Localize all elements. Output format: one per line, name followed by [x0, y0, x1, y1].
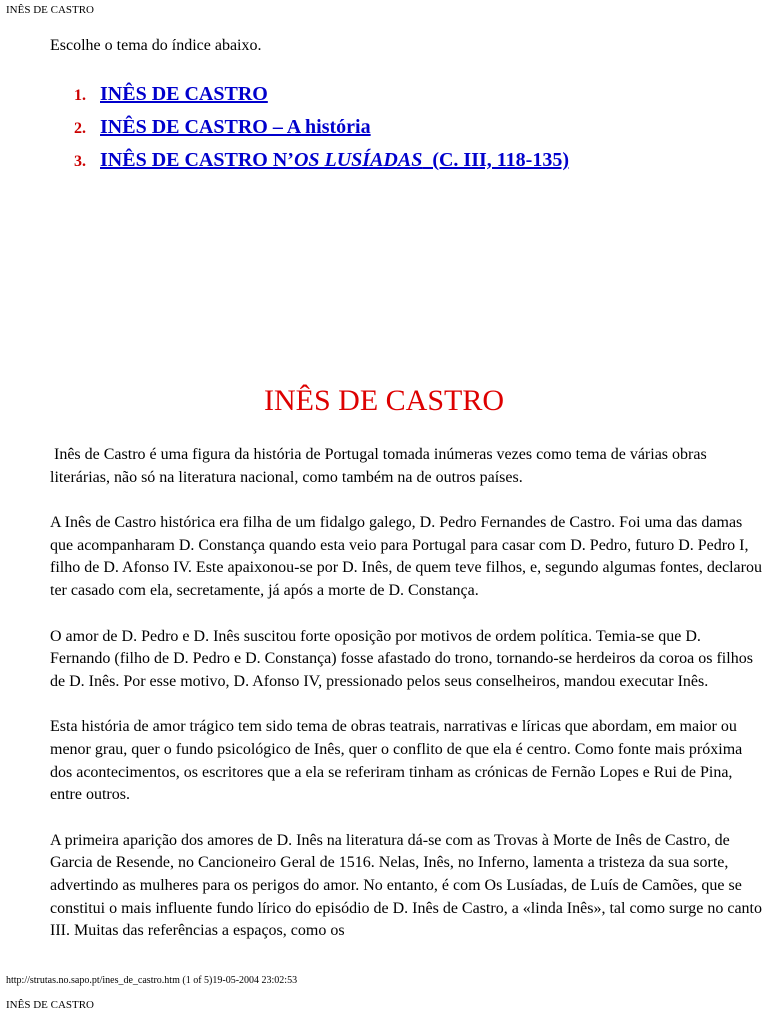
body-paragraph: O amor de D. Pedro e D. Inês suscitou forte oposição por motivos de ordem política. Temia-se que D. Fernando (filho de D. Pedro e D. Constança) fosse afastado do trono, tornando-se herdeiros da coroa os filhos de D. Inês. Por esse motivo, D. Afonso IV, pressionado pelos seus conselheiros, mandou executar Inês. [50, 627, 753, 690]
toc-link-italic: OS LUSÍADAS [293, 149, 423, 171]
toc-link-prefix: INÊS DE CASTRO N’ [100, 149, 294, 171]
section-body [50, 444, 762, 966]
toc-item-number: 2. [74, 120, 86, 137]
body-paragraph: Inês de Castro é uma figura da história de Portugal tomada inúmeras vezes como tema de várias obras literárias, não só na literatura nacional, como também na de outros países. [50, 446, 707, 486]
toc-item-number: 1. [74, 87, 86, 104]
index-intro-text: Escolhe o tema do índice abaixo. [50, 37, 262, 54]
toc-link-suffix: (C. III, 118-135) [422, 149, 569, 171]
toc-link-os-lusiadas[interactable] [100, 149, 569, 172]
footer-page-title: INÊS DE CASTRO [6, 999, 95, 1011]
body-paragraph: A primeira aparição dos amores de D. Inês na literatura dá-se com as Trovas à Morte de Inês de Castro, de Garcia de Resende, no Cancioneiro Geral de 1516. Nelas, Inês, no Inferno, lamenta a tristeza da sua sorte, advertindo as mulheres para os perigos do amor. No entanto, é com Os Lusíadas, de Luís de Camões, que se constitui o mais influente fundo lírico do episódio de D. Inês de Castro, a «linda Inês», tal como surge no canto III. Muitas das referências a espaços, como os [50, 831, 762, 940]
page-header-title: INÊS DE CASTRO [6, 4, 95, 16]
body-paragraph: A Inês de Castro histórica era filha de um fidalgo galego, D. Pedro Fernandes de Castro. Foi uma das damas que acompanharam D. Constança quando esta veio para Portugal para casar com D. Pedro, futuro D. Pedro I, filho de D. Afonso IV. Este apaixonou-se por D. Inês, de quem teve filhos, e, segundo algumas fontes, declarou ter casado com ela, secretamente, já após a morte de D. Constança. [50, 514, 762, 599]
toc-item [74, 149, 569, 182]
toc-item-number: 3. [74, 153, 86, 170]
toc-link-ines-de-castro[interactable]: INÊS DE CASTRO [100, 83, 268, 105]
toc-item [74, 83, 569, 116]
toc-link-a-historia[interactable]: INÊS DE CASTRO – A história [100, 116, 371, 138]
section-title: INÊS DE CASTRO [263, 384, 504, 417]
table-of-contents [74, 83, 569, 182]
footer-url: http://strutas.no.sapo.pt/ines_de_castro.htm (1 of 5)19-05-2004 23:02:53 [6, 975, 298, 986]
toc-item [74, 116, 569, 149]
body-paragraph: Esta história de amor trágico tem sido tema de obras teatrais, narrativas e líricas que abordam, em maior ou menor grau, quer o fundo psicológico de Inês, quer o conflito de que ela é centro. Como fonte mais próxima dos acontecimentos, os escritores que a ela se referiram tinham as crónicas de Fernão Lopes e Rui de Pina, entre outros. [50, 718, 743, 804]
